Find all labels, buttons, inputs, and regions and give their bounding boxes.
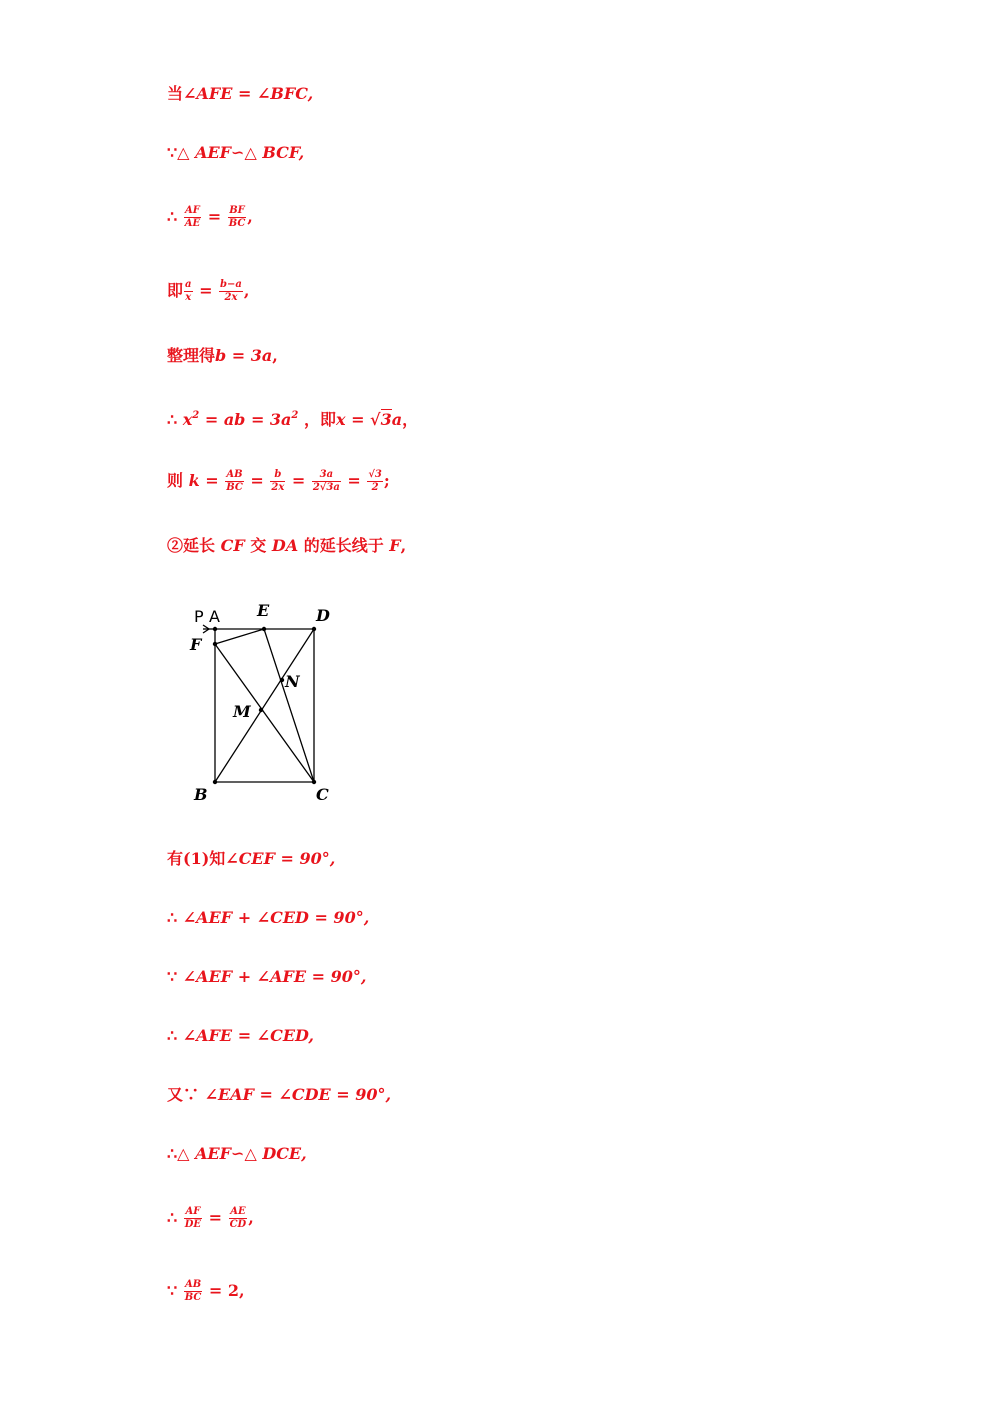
- fraction-numerator: b: [270, 469, 285, 482]
- label-p: P: [194, 607, 204, 626]
- segment-fc: [215, 644, 314, 782]
- line-5: [167, 345, 278, 367]
- line-5-prefix: 整理得: [167, 346, 216, 365]
- math-text: CF: [220, 536, 245, 555]
- line-11: [167, 966, 366, 988]
- superscript: 2: [291, 410, 299, 421]
- line-12-sym: ∴: [167, 1026, 183, 1045]
- fraction-denominator: CD: [229, 1219, 247, 1230]
- fraction: [219, 279, 243, 304]
- fraction: [229, 1206, 248, 1231]
- connector-text: ，即: [298, 410, 336, 429]
- fraction: [270, 469, 285, 494]
- line-14-sym: ∴△: [167, 1144, 196, 1163]
- point-d: [312, 627, 316, 631]
- fraction-numerator: b−a: [220, 279, 242, 290]
- line-9: [167, 848, 335, 870]
- fraction: [184, 1206, 202, 1231]
- fraction-denominator: 2: [371, 482, 379, 493]
- line-14-expr: AEF∽△ DCE,: [195, 1144, 307, 1163]
- label-c: C: [316, 785, 329, 804]
- punctuation: ,: [243, 281, 250, 300]
- fraction: [184, 279, 192, 304]
- equals: =: [193, 281, 219, 300]
- line-10: [167, 907, 369, 929]
- punctuation: ,: [239, 1281, 245, 1300]
- math-text: = ab = 3a: [199, 410, 292, 429]
- fraction-numerator: AB: [184, 1279, 202, 1290]
- fraction-denominator: AE: [184, 218, 201, 229]
- fraction-denominator: 2x: [271, 482, 285, 493]
- line-15: [167, 1206, 254, 1231]
- fraction: [184, 1279, 203, 1304]
- equals: =: [341, 471, 367, 490]
- math-text: DA: [271, 536, 299, 555]
- fraction: [228, 205, 247, 230]
- label-e: E: [257, 601, 270, 620]
- line-13-expr: ∠EAF = ∠CDE = 90°,: [204, 1085, 392, 1104]
- line-6-sym: ∴: [167, 410, 183, 429]
- geometry-svg: [185, 600, 345, 810]
- connector-text: 的延长线于: [298, 536, 390, 555]
- superscript: 2: [192, 410, 200, 421]
- segment-bd: [215, 629, 314, 782]
- line-3: [167, 205, 253, 230]
- punctuation: ,: [247, 207, 253, 226]
- math-text: x: [182, 410, 193, 429]
- equals: =: [202, 207, 227, 226]
- line-13-prefix: 又∵: [167, 1085, 205, 1104]
- line-12-expr: ∠AFE = ∠CED,: [182, 1026, 314, 1045]
- math-text: k =: [188, 471, 225, 490]
- equals: =: [286, 471, 311, 490]
- line-1: [167, 83, 313, 105]
- equals: =: [244, 471, 270, 490]
- label-f: F: [190, 635, 202, 654]
- line-15-sym: ∴: [167, 1208, 183, 1227]
- point-c: [312, 780, 316, 784]
- fraction-denominator: 2√3a: [312, 482, 340, 493]
- line-1-expr: ∠AFE = ∠BFC,: [183, 84, 314, 103]
- punctuation: ,: [248, 1208, 254, 1227]
- line-4-prefix: 即: [167, 281, 184, 300]
- geometry-figure: [185, 600, 345, 810]
- line-2: [167, 142, 304, 164]
- fraction-denominator: BC: [226, 482, 243, 493]
- fraction-numerator: AB: [226, 469, 243, 480]
- fraction-numerator: √3: [368, 469, 382, 480]
- fraction-numerator: AF: [185, 1206, 201, 1217]
- label-m: M: [233, 702, 251, 721]
- punctuation: ;: [383, 471, 390, 490]
- line-7-prefix: 则: [167, 471, 189, 490]
- point-b: [213, 780, 217, 784]
- line-16: [167, 1279, 245, 1304]
- fraction: [225, 469, 244, 494]
- fraction-denominator: BC: [228, 218, 246, 229]
- point-f: [213, 642, 217, 646]
- label-d: D: [316, 606, 330, 625]
- equals: = 2: [203, 1281, 240, 1300]
- fraction-denominator: 2x: [224, 292, 238, 303]
- fraction-numerator: 3a: [312, 469, 341, 482]
- label-n: N: [285, 672, 300, 691]
- line-9-prefix: 有(1)知: [167, 849, 226, 868]
- segment-fe: [215, 629, 264, 644]
- fraction: [312, 469, 341, 494]
- fraction-numerator: a: [185, 279, 192, 290]
- line-11-sym: ∵: [167, 967, 183, 986]
- label-b: B: [194, 785, 208, 804]
- line-8-prefix: ②延长: [167, 536, 221, 555]
- line-2-sym: ∵△: [167, 143, 196, 162]
- fraction-denominator: DE: [184, 1219, 202, 1230]
- line-10-sym: ∴: [167, 908, 183, 927]
- fraction-numerator: AF: [185, 205, 200, 216]
- line-6: [167, 405, 418, 431]
- math-text: a: [391, 410, 403, 429]
- line-2-expr: AEF∽△ BCF,: [195, 143, 305, 162]
- line-9-expr: ∠CEF = 90°,: [225, 849, 336, 868]
- math-text: F: [389, 536, 401, 555]
- point-m: [259, 708, 263, 712]
- label-a: A: [209, 607, 220, 626]
- line-13: [167, 1084, 391, 1106]
- punctuation: ，: [402, 410, 419, 429]
- fraction-denominator: x: [185, 292, 192, 303]
- punctuation: ,: [272, 346, 278, 365]
- math-text: x = √: [335, 410, 381, 429]
- line-4: [167, 279, 249, 304]
- line-11-expr: ∠AEF + ∠AFE = 90°,: [182, 967, 367, 986]
- line-3-sym: ∴: [167, 207, 183, 226]
- fraction-numerator: BF: [229, 205, 245, 216]
- line-7: [167, 469, 390, 494]
- fraction: [367, 469, 383, 494]
- line-1-prefix: 当: [167, 84, 184, 103]
- point-e: [262, 627, 266, 631]
- line-10-expr: ∠AEF + ∠CED = 90°,: [182, 908, 370, 927]
- line-5-expr: b = 3a: [215, 346, 273, 365]
- fraction-numerator: AE: [230, 1206, 246, 1217]
- point-n: [280, 678, 284, 682]
- connector-text: 交: [244, 536, 272, 555]
- line-16-sym: ∵: [167, 1281, 183, 1300]
- punctuation: ,: [400, 536, 407, 555]
- point-a: [213, 627, 217, 631]
- line-14: [167, 1143, 307, 1165]
- radicand: 3: [380, 410, 392, 429]
- fraction-denominator: BC: [184, 1292, 202, 1303]
- equals: =: [203, 1208, 228, 1227]
- line-12: [167, 1025, 314, 1047]
- segment-ec: [264, 629, 314, 782]
- line-8: [167, 535, 406, 557]
- fraction: [184, 205, 201, 230]
